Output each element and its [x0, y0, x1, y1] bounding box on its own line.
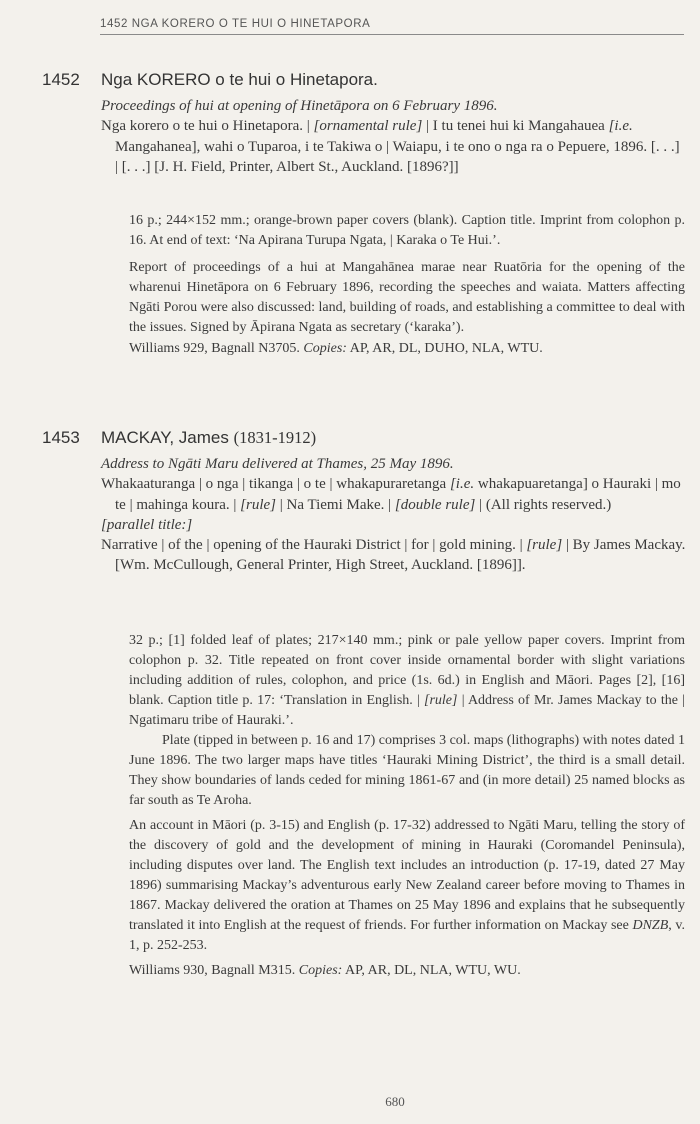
entry-1452-description: [101, 96, 686, 177]
entry-number: 1453: [42, 428, 80, 447]
summary: Report of proceedings of a hui at Mangahānea marae near Ruatōria for the opening of the wharenui Hinetāpora on 6 February 1896, recording the speeches and waiata. Matters affecting Ngāti Porou were also discussed: land, building of roads, and establishing a committee to deal with the issues. Signed by Āpirana Ngata as secretary (‘karaka’).: [129, 260, 685, 335]
translated-title: Address to Ngāti Maru delivered at Thames, 25 May 1896.: [101, 456, 454, 472]
parallel-title: Narrative | of the | opening of the Hauraki District | for | gold mining. | [rule] | By James Mackay. [Wm. McCullough, General Printer, High Street, Auckland. [1896]].: [101, 537, 686, 574]
physical-description: 32 p.; [1] folded leaf of plates; 217×140 mm.; pink or pale yellow paper covers. Imprint from colophon p. 32. Title repeated on front cover inside ornamental border with slight variations including addition of rules, colophon, and price (1s. 6d.) in English and Māori. Pages [2], [16] blank. Caption title p. 17: ‘Translation in English. | [rule] | Address of Mr. James Mackay to the | Ngatimaru tribe of Hauraki.’.: [129, 633, 685, 728]
author-dates: (1831-1912): [233, 428, 317, 447]
page-number: 680: [385, 1094, 405, 1109]
entry-1452-notes: [129, 211, 685, 359]
summary: An account in Māori (p. 3-15) and English (p. 17-32) addressed to Ngāti Maru, telling the story of the discovery of gold and the development of mining in Hauraki (Coromandel Peninsula), including disputes over land. The English text includes an introduction (p. 17-19, dated 27 May 1896) summarising Mackay’s adventurous early New Zealand career before moving to Thames in 1867. Mackay delivered the oration at Thames on 25 May 1896 and explains that he subsequently translated it into English at the request of friends. For further information on Mackay see DNZB, v. 1, p. 252-253.: [129, 818, 685, 953]
parallel-title-label: [parallel title:]: [101, 516, 193, 533]
translated-title: Proceedings of hui at opening of Hinetāpora on 6 February 1896.: [101, 98, 498, 114]
title-transcription: Whakaaturanga | o nga | tikanga | o te | whakapuraretanga [i.e. whakapuaretanga] o Hauraki | mo te | mahinga koura. | [rule] | Na Tiemi Make. | [double rule] | (All rights reserved.): [101, 476, 681, 513]
title-transcription: Nga korero o te hui o Hinetapora. | [ornamental rule] | I tu tenei hui ki Mangahauea [i.e. Mangahanea], wahi o Tuparoa, i te Takiwa o | Waiapu, i te ono o nga ra o Pepuere, 1896. [. . .] | [. . .] [J. H. Field, Printer, Albert St., Auckland. [1896?]]: [101, 118, 680, 175]
running-head: 1452 NGA KORERO O TE HUI O HINETAPORA: [100, 18, 684, 35]
entry-number: 1452: [42, 70, 80, 89]
plate-note: Plate (tipped in between p. 16 and 17) comprises 3 col. maps (lithographs) with notes dated 1 June 1896. The two larger maps have titles ‘Hauraki Mining District’, the third is a small detail. They show boundaries of lands ceded for mining 1861-67 and (in more detail) 25 named blocks as far south as Te Aroha.: [129, 733, 685, 808]
physical-description: 16 p.; 244×152 mm.; orange-brown paper covers (blank). Caption title. Imprint from colophon p. 16. At end of text: ‘Na Apirana Turupa Ngata, | Karaka o Te Hui.’.: [129, 213, 685, 248]
references: Williams 929, Bagnall N3705. Copies: AP, AR, DL, DUHO, NLA, WTU.: [129, 341, 543, 356]
entry-heading: MACKAY, James (1831-1912): [101, 428, 317, 447]
entry-1453-description: [101, 454, 686, 576]
entry-heading: Nga KORERO o te hui o Hinetapora.: [101, 70, 378, 89]
references: Williams 930, Bagnall M315. Copies: AP, AR, DL, NLA, WTU, WU.: [129, 963, 521, 978]
entry-1453-notes: [129, 631, 685, 981]
